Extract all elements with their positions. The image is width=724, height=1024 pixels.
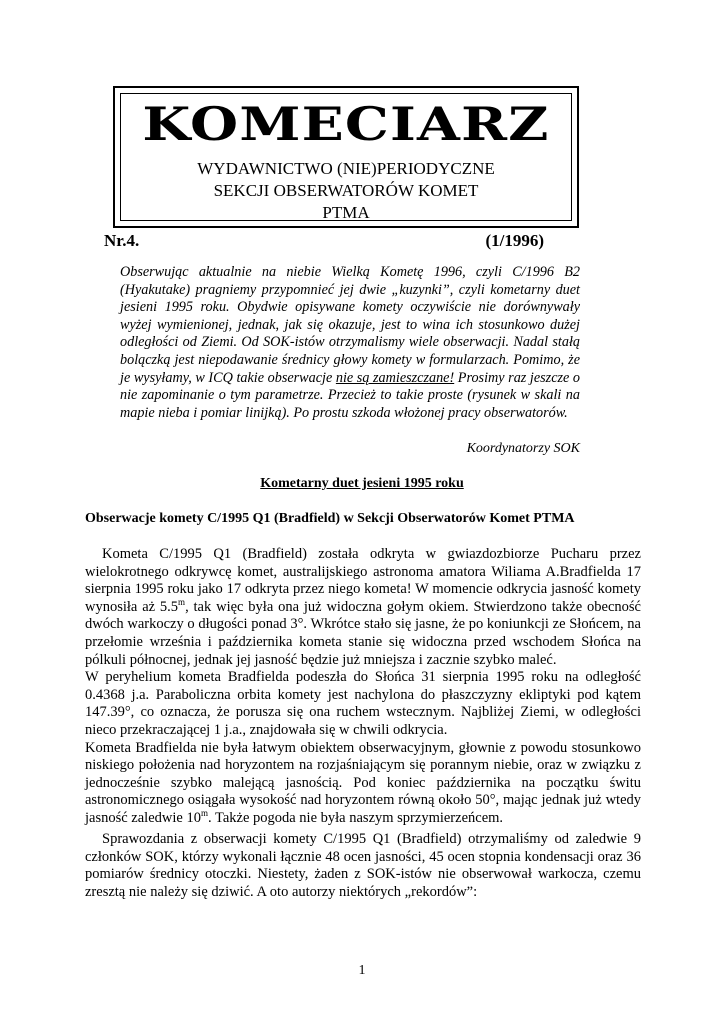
section-title — [0, 475, 724, 493]
magnitude-superscript: m — [178, 596, 186, 607]
intro-text-part-1: Obserwując aktualnie na niebie Wielką Kometę 1996, czyli C/1996 B2 (Hyakutake) pragniemy przypomnieć jej dwie „kuzynki”, czyli kometarny duet jesieni 1995 roku. Obydwie opisywane komety oczywiście nie dorównywały wyżej wymienionej, jednak, jak się okazuje, jest to wina ich stosunkowo dużej odległości od Ziemi. Od SOK-istów otrzymalismy wiele obserwacji. Nadal stałą bolączką jest niepodawanie średnicy głowy komety w formularzach. Pomimo, że je wysyłamy, w ICQ takie obserwacje — [120, 264, 580, 386]
masthead-subtitle-line-2: SEKCJI OBSERWATORÓW KOMET — [213, 181, 479, 200]
intro-text-part-2: Prosimy raz jeszcze o nie zapominanie o tym parametrze. Przecież to takie proste (rysunek w skali na mapie nieba i pomiar linijką). Po prostu szkoda włożonej pracy obserwatorów. — [120, 369, 581, 421]
editorial-signature: Koordynatorzy SOK — [466, 441, 580, 456]
paragraph-perihelion: W peryhelium kometa Bradfielda podeszła do Słońca 31 sierpnia 1995 roku na odległość 0.4368 j.a. Paraboliczna orbita komety jest nachylona do płaszczyzny ekliptyki pod kątem 147.39°, co oznacza, że porusza się ona ruchem wstecznym. Najbliżej Ziemi, w odległości nieco przekraczającej 1 j.a., znajdowała się w chwili odkrycia. — [85, 669, 641, 738]
paragraph-observability — [85, 740, 641, 828]
article-body-reports — [85, 831, 641, 901]
issue-date: (1/1996) — [485, 231, 544, 250]
page-number: 1 — [358, 963, 366, 978]
intro-underlined-text: nie są zamieszczane! — [335, 369, 455, 386]
article-body — [85, 546, 641, 828]
editorial-intro — [120, 264, 580, 422]
paragraph-reports: Sprawozdania z obserwacji komety C/1995 Q1 (Bradfield) otrzymaliśmy od zaledwie 9 członków SOK, którzy wykonali łącznie 48 ocen jasności, 45 ocen stopnia kondensacji oraz 36 pomiarów średnicy otoczki. Niestety, żaden z SOK-istów nie obserwował warkocza, czemu zresztą nie należy się dziwić. A oto autorzy niektórych „rekordów”: — [85, 831, 641, 900]
paragraph-observability-text-a: Kometa Bradfielda nie była łatwym obiektem obserwacyjnym, głownie z powodu stosunkowo niskiego położenia nad horyzontem na rozjaśniającym się porannym niebie, oraz w związku z jednocześnie szybko malejącą jasnością. Pod koniec października na początku świtu astronomicznego osiągała wysokość nad horyzontem równą około 50°, mając jednak już wtedy jasność zaledwie 10 — [85, 739, 641, 826]
article-title: Obserwacje komety C/1995 Q1 (Bradfield) w Sekcji Obserwatorów Komet PTMA — [85, 511, 575, 526]
paragraph-discovery — [85, 546, 641, 669]
masthead-subtitle-line-1: WYDAWNICTWO (NIE)PERIODYCZNE — [197, 159, 495, 178]
masthead-inner-frame — [120, 93, 572, 221]
paragraph-discovery-text-a: Kometa C/1995 Q1 (Bradfield) została odkryta w gwiazdozbiorze Pucharu przez wielokrotnego odkrywcę komet, australijskiego astronoma amatora Wiliama A.Bradfielda 17 sierpnia 1995 roku jako 17 odkryta przez niego kometa! W momencie odkrycia jasność komety wynosiła aż 5.5 — [85, 546, 641, 615]
masthead-subtitle-line-3: PTMA — [322, 203, 370, 222]
masthead-title: KOMECIARZ — [142, 97, 550, 151]
magnitude-superscript: m — [200, 808, 208, 819]
paragraph-discovery-text-b: , tak więc była ona już widoczna gołym okiem. Stwierdzono także obecność dwóch warkoczy o długości ponad 3°. Wkrótce stało się jasne, że po koniunkcji ze Słońcem, na przełomie września i października kometa stanie się widoczna przed wschodem Słońca na pólkuli północnej, jednak jej jasność będzie już mniejsza i zacznie szybko maleć. — [85, 598, 641, 668]
section-title-text: Kometarny duet jesieni 1995 roku — [260, 476, 464, 491]
issue-number: Nr.4. — [104, 231, 140, 250]
masthead-box — [113, 86, 579, 228]
paragraph-observability-text-b: . Także pogoda nie była naszym sprzymierzeńcem. — [207, 809, 504, 826]
